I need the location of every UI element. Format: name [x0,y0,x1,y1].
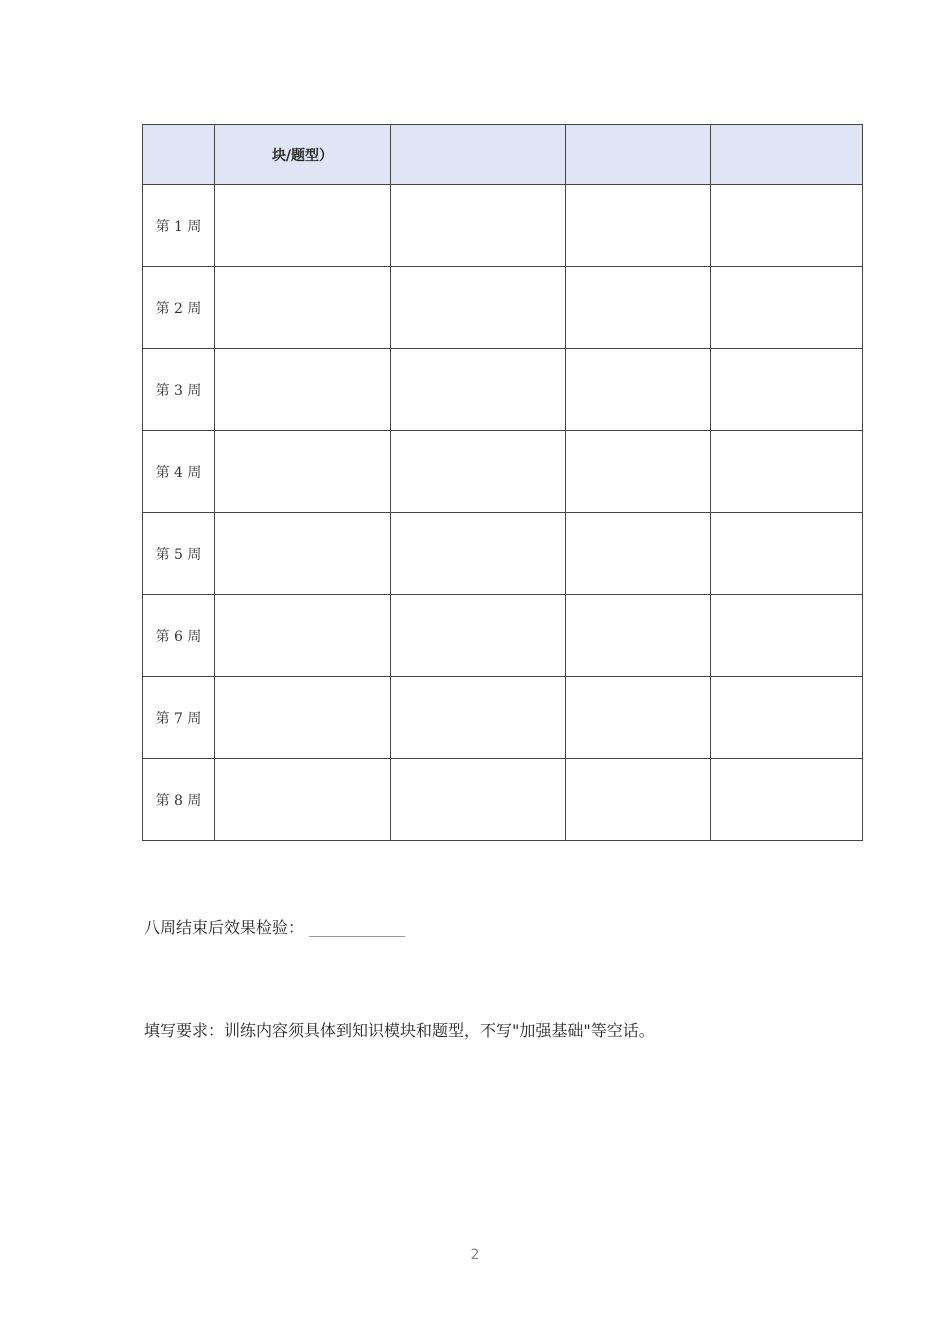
table-row [143,431,863,513]
plan-cell[interactable] [711,677,863,759]
plan-cell[interactable] [391,267,566,349]
plan-cell[interactable] [215,677,391,759]
header-cell [566,125,711,185]
plan-cell[interactable] [566,677,711,759]
plan-cell[interactable] [566,595,711,677]
plan-cell[interactable] [391,185,566,267]
page-number: 2 [470,1247,480,1263]
training-plan-table [142,124,863,841]
table-row [143,595,863,677]
header-cell [711,125,863,185]
week-label: 第 2 周 [143,267,215,349]
plan-cell[interactable] [391,677,566,759]
plan-cell[interactable] [566,185,711,267]
header-cell: 块/题型） [215,125,391,185]
week-label: 第 3 周 [143,349,215,431]
plan-cell[interactable] [711,759,863,841]
plan-cell[interactable] [215,759,391,841]
plan-cell[interactable] [215,595,391,677]
week-label: 第 5 周 [143,513,215,595]
plan-cell[interactable] [391,759,566,841]
table-row [143,513,863,595]
plan-cell[interactable] [391,513,566,595]
table-header-row [143,125,863,185]
plan-cell[interactable] [215,185,391,267]
table-row [143,349,863,431]
plan-cell[interactable] [215,349,391,431]
plan-cell[interactable] [391,349,566,431]
plan-cell[interactable] [711,349,863,431]
plan-cell[interactable] [566,513,711,595]
plan-cell[interactable] [566,349,711,431]
table-row [143,267,863,349]
table-row [143,185,863,267]
week-label: 第 4 周 [143,431,215,513]
plan-cell[interactable] [215,267,391,349]
plan-cell[interactable] [711,267,863,349]
week-label: 第 7 周 [143,677,215,759]
table-row [143,677,863,759]
header-cell [391,125,566,185]
plan-cell[interactable] [391,595,566,677]
fill-requirement: 填写要求：训练内容须具体到知识模块和题型，不写"加强基础"等空话。 [144,1021,655,1040]
plan-cell[interactable] [566,431,711,513]
plan-cell[interactable] [566,267,711,349]
plan-cell[interactable] [711,431,863,513]
after-check-label: 八周结束后效果检验： [144,918,305,937]
plan-cell[interactable] [215,431,391,513]
table-row [143,759,863,841]
plan-cell[interactable] [711,513,863,595]
plan-cell[interactable] [711,595,863,677]
plan-cell[interactable] [711,185,863,267]
plan-cell[interactable] [391,431,566,513]
header-cell [143,125,215,185]
after-check-line [144,915,405,938]
week-label: 第 1 周 [143,185,215,267]
week-label: 第 6 周 [143,595,215,677]
week-label: 第 8 周 [143,759,215,841]
after-check-blank[interactable]: ____________ [309,918,406,937]
plan-cell[interactable] [566,759,711,841]
plan-cell[interactable] [215,513,391,595]
